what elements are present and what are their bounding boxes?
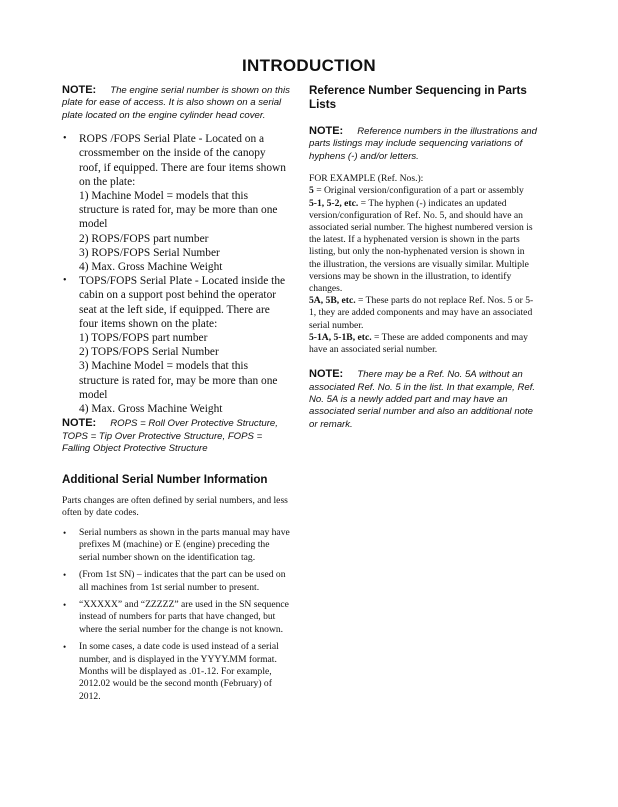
section-heading-additional-serial: Additional Serial Number Information (62, 472, 268, 486)
right-column (309, 84, 538, 437)
rops-item-3: 3) ROPS/FOPS Serial Number (79, 246, 220, 259)
example-5 (309, 185, 538, 197)
example-heading: FOR EXAMPLE (Ref. Nos.): (309, 173, 424, 185)
note-text: ROPS = Roll Over Protective Structure, TOPS = Tip Over Protective Structure, FOPS = Falling Object Protective Structure (62, 418, 278, 455)
note-text: Reference numbers in the illustrations and parts listings may include sequencing variations of hyphens (-) and/or letters. (309, 126, 537, 162)
note-label: NOTE: (309, 125, 344, 137)
section-heading-ref-sequencing: Reference Number Sequencing in Parts Lists (309, 84, 527, 111)
bullet-from-1st-sn: • (From 1st SN) – indicates that the part can be used on all machines from 1st serial number to present. (62, 569, 290, 594)
tops-serial-plate-item (62, 274, 290, 416)
rops-serial-plate-item (62, 132, 290, 274)
ref-5a-note (309, 368, 538, 431)
rops-item-2: 2) ROPS/FOPS part number (79, 232, 209, 245)
example-key: 5 (309, 185, 314, 197)
ref-numbers-note (309, 125, 538, 163)
example-5-letter (309, 295, 538, 332)
note-text: The engine serial number is shown on this plate for ease of access. It is also shown on a serial plate located on the engine cylinder head cover. (62, 85, 290, 121)
tops-intro: TOPS/FOPS Serial Plate - Located inside the cabin on a support post behind the operator seat at the left side, if equipped. There are four items shown on the plate: (79, 275, 286, 330)
rops-item-4: 4) Max. Gross Machine Weight (79, 261, 223, 274)
note-label: NOTE: (62, 417, 97, 430)
bullet-xxxxx-zzzzz: • “XXXXX” and “ZZZZZ” are used in the SN sequence instead of numbers for parts that have changed, but where the serial number for the change is not known. (62, 599, 290, 636)
example-key: 5A, 5B, etc. (309, 295, 356, 307)
structure-acronym-note (62, 417, 290, 455)
rops-intro: ROPS /FOPS Serial Plate - Located on a crossmember on the inside of the canopy roof, if equipped. There are four items shown on the plate: (79, 133, 286, 188)
example-text: = These parts do not replace Ref. Nos. 5 or 5-1, they are added components and may have an associated serial number. (309, 295, 534, 331)
example-text: = These are added components and may have an associated serial number. (309, 331, 528, 356)
example-5-hyphen-letter (309, 332, 538, 356)
note-text: There may be a Ref. No. 5A without an associated Ref. No. 5 in the list. In that example, Ref. No. 5A is a newly added part and may have an associated serial number and also an additional note or remark. (309, 369, 536, 430)
tops-item-4: 4) Max. Gross Machine Weight (79, 403, 223, 416)
serial-plate-list (62, 132, 290, 416)
note-label: NOTE: (309, 368, 344, 381)
example-text: = The hyphen (-) indicates an updated version/configuration of Ref. No. 5, and should have an associated serial number. The highest numbered version is the latest. If a hyphenated version is shown in the parts listing, but only the non-hyphenated version is shown in the illustration, the versions are visually similar. Multiple versions may be shown in the illustration, to identify changes. (309, 197, 533, 295)
rops-item-1: 1) Machine Model = models that this structure is rated for, may be more than one model (79, 190, 278, 231)
engine-serial-note (62, 84, 290, 122)
example-5-hyphen (309, 198, 538, 296)
tops-item-3: 3) Machine Model = models that this structure is rated for, may be more than one model (79, 360, 278, 401)
note-label: NOTE: (62, 84, 97, 96)
left-column (62, 84, 290, 708)
example-key: 5-1A, 5-1B, etc. (309, 331, 372, 343)
example-key: 5-1, 5-2, etc. (309, 197, 359, 209)
bullet-date-code: • In some cases, a date code is used instead of a serial number, and is displayed in the YYYY.MM format. Months will be displayed as .01-.12. For example, 2012.02 would be the second month (February) of 2012. (62, 641, 290, 703)
serial-info-bullets (62, 527, 290, 703)
serial-intro-paragraph: Parts changes are often defined by serial numbers, and less often by date codes. (62, 494, 288, 518)
bullet-prefixes: • Serial numbers as shown in the parts manual may have prefixes M (machine) or E (engine) preceding the serial number shown on the identification tag. (62, 527, 290, 564)
example-text: = Original version/configuration of a part or assembly (313, 185, 524, 197)
tops-item-2: 2) TOPS/FOPS Serial Number (79, 346, 219, 359)
page-title: INTRODUCTION (242, 56, 376, 75)
tops-item-1: 1) TOPS/FOPS part number (79, 332, 208, 345)
